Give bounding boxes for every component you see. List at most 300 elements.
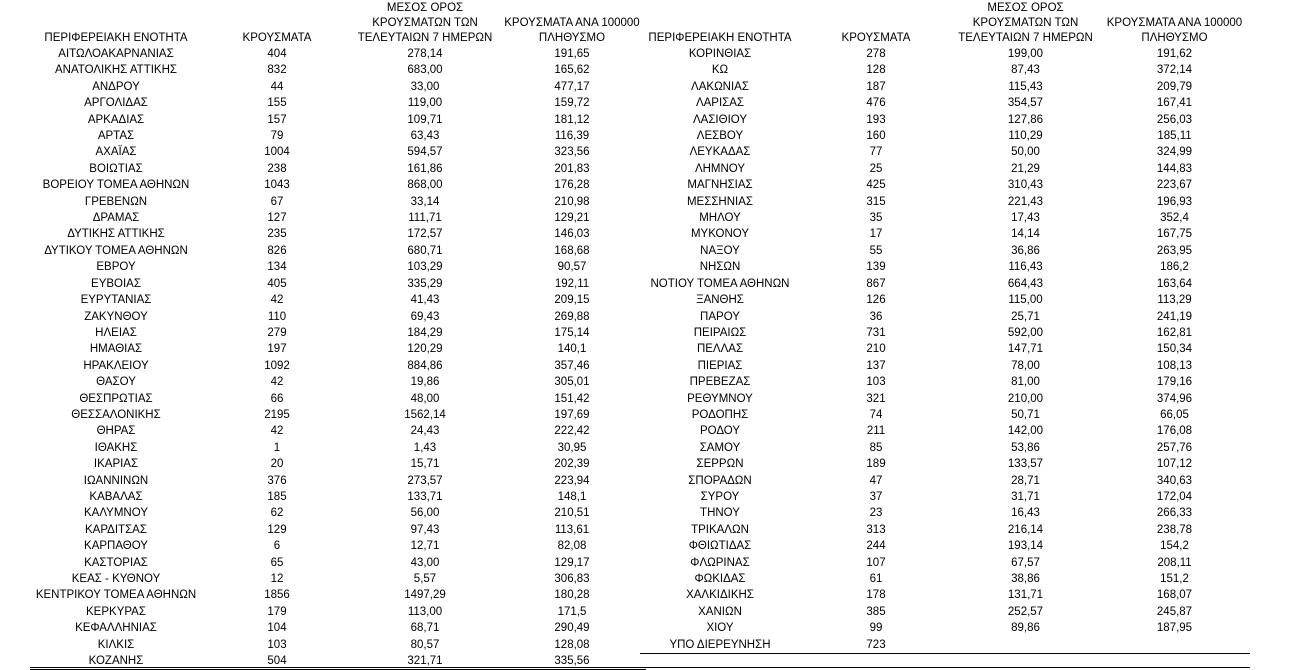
avg7-cell: 252,57 [1007,605,1044,618]
cases-cell: 238 [267,162,287,175]
region-cell: ΣΑΜΟΥ [699,441,741,454]
table-row [30,473,646,489]
table-row [30,210,646,226]
per100k-cell: 372,14 [1156,64,1193,77]
table-row [30,374,646,390]
cases-cell: 1004 [264,146,290,159]
table-row [30,112,646,128]
per100k-cell: 179,16 [1156,376,1193,389]
per100k-cell: 223,67 [1156,179,1193,192]
table-row [30,505,646,521]
per100k-cell: 197,69 [554,408,590,421]
table-row [640,325,1250,341]
per100k-cell: 151,2 [1160,573,1189,585]
avg7-cell: 69,43 [410,310,440,323]
cases-cell: 189 [866,458,886,471]
per100k-cell: 290,49 [554,622,590,635]
table-row [640,128,1250,144]
per100k-cell: 185,11 [1157,130,1192,143]
table-row [30,391,646,407]
avg7-cell: 133,71 [407,490,443,503]
per100k-cell: 191,62 [1156,48,1193,60]
per100k-cell: 151,42 [554,392,590,405]
avg7-cell: 31,71 [1011,490,1040,503]
table-row [30,358,646,374]
cases-cell: 731 [866,326,886,339]
cases-cell: 244 [866,540,886,553]
per100k-cell: 154,2 [1160,540,1189,553]
per100k-cell: 181,12 [554,113,590,126]
per100k-cell: 352,4 [1160,212,1189,225]
region-cell: ΙΚΑΡΙΑΣ [93,458,139,471]
cases-cell: 6 [273,540,281,553]
avg7-cell: 16,43 [1011,507,1040,520]
cases-table-right [640,0,1250,654]
region-cell: ΓΡΕΒΕΝΩΝ [84,195,148,208]
table-row [640,95,1250,111]
table-row [640,243,1250,259]
avg7-cell: 335,29 [407,277,443,290]
region-cell: ΛΑΣΙΘΙΟΥ [692,113,748,126]
per100k-cell: 172,04 [1156,490,1193,503]
cases-cell: 12 [270,573,284,585]
avg7-cell: 80,57 [410,638,440,651]
table-row [30,144,646,160]
header-per100k: ΚΡΟΥΣΜΑΤΑ ΑΝΑ 100000 ΠΛΗΘΥΣΜΟ [504,17,640,44]
region-cell: ΗΛΕΙΑΣ [95,326,137,339]
table-row [640,292,1250,308]
table-row [640,210,1250,226]
cases-cell: 405 [267,277,287,290]
per100k-cell: 266,33 [1156,507,1193,520]
table-row [640,259,1250,275]
region-cell: ΠΕΛΛΑΣ [696,343,744,356]
per100k-cell: 148,1 [557,490,587,503]
cases-cell: 129 [267,523,287,536]
table-row [640,440,1250,456]
region-cell: ΚΙΛΚΙΣ [97,638,135,651]
cases-cell: 211 [866,425,886,438]
per100k-cell: 108,13 [1156,359,1193,372]
region-cell: ΚΕΝΤΡΙΚΟΥ ΤΟΜΕΑ ΑΘΗΝΩΝ [35,589,197,602]
region-cell: ΚΕΦΑΛΛΗΝΙΑΣ [75,622,157,635]
per100k-cell: 269,88 [554,310,590,323]
per100k-cell: 245,87 [1156,605,1193,618]
region-cell: ΣΕΡΡΩΝ [696,458,744,471]
cases-cell: 42 [270,376,284,389]
table-row [640,341,1250,357]
table-row [30,423,646,439]
cases-cell: 867 [866,277,886,290]
cases-cell: 23 [869,507,883,520]
per100k-cell: 306,83 [554,573,590,585]
per100k-cell: 128,08 [554,638,590,651]
table-row [640,391,1250,407]
cases-cell: 55 [869,244,883,257]
table-row [640,62,1250,78]
region-cell: ΚΑΡΠΑΘΟΥ [84,540,148,553]
cases-cell: 197 [267,343,287,356]
region-cell: ΧΙΟΥ [706,622,734,635]
region-cell: ΞΑΝΘΗΣ [696,294,744,307]
avg7-cell: 15,71 [410,458,440,471]
per100k-cell: 129,17 [554,556,590,569]
per100k-cell: 113,61 [554,523,590,536]
per100k-cell: 129,21 [554,212,590,225]
cases-cell: 79 [270,130,284,143]
cases-cell: 278 [866,48,886,60]
region-cell: ΕΒΡΟΥ [96,261,136,274]
avg7-cell: 594,57 [407,146,443,159]
header-per100k: ΚΡΟΥΣΜΑΤΑ ΑΝΑ 100000 ΠΛΗΘΥΣΜΟ [1106,17,1243,44]
table-body-right [640,46,1250,654]
avg7-cell: 12,71 [410,540,440,553]
header-avg7: ΜΕΣΟΣ ΟΡΟΣ ΚΡΟΥΣΜΑΤΩΝ ΤΩΝ ΤΕΛΕΥΤΑΙΩΝ 7 ΗΜΕΡΩΝ [357,2,493,44]
cases-cell: 85 [869,441,883,454]
per100k-cell: 162,81 [1156,326,1193,339]
per100k-cell: 263,95 [1156,244,1193,257]
cases-cell: 321 [866,392,886,405]
avg7-cell: 14,14 [1011,228,1040,241]
table-row [30,538,646,554]
region-cell: ΑΡΤΑΣ [97,130,135,143]
per100k-cell: 192,11 [554,277,590,290]
table-row [30,571,646,587]
cases-cell: 504 [202,653,352,670]
cases-cell: 376 [267,474,287,487]
cases-cell: 178 [866,589,886,602]
cases-cell: 137 [866,359,886,372]
per100k-cell: 209,79 [1156,80,1193,93]
region-cell: ΚΩ [711,64,729,77]
table-row [30,259,646,275]
avg7-cell: 87,43 [1011,64,1040,77]
per100k-cell: 163,64 [1156,277,1193,290]
cases-cell: 42 [270,294,284,307]
cases-cell: 127 [267,212,287,225]
per100k-cell: 201,83 [554,162,590,175]
region-cell: ΛΕΥΚΑΔΑΣ [689,146,751,159]
avg7-cell: 36,86 [1011,244,1040,257]
region-cell: ΒΟΡΕΙΟΥ ΤΟΜΕΑ ΑΘΗΝΩΝ [42,179,190,192]
avg7-cell: 113,00 [407,605,443,618]
region-cell: ΜΕΣΣΗΝΙΑΣ [686,195,754,208]
avg7-cell: 115,00 [1008,294,1043,307]
per100k-cell: 210,51 [554,507,590,520]
region-cell: ΛΑΡΙΣΑΣ [695,97,745,110]
cases-cell: 832 [267,64,287,77]
region-cell: ΚΑΛΥΜΝΟΥ [84,507,148,520]
table-row [640,177,1250,193]
cases-cell: 193 [866,113,886,126]
avg7-cell: 868,00 [407,179,443,192]
region-cell: ΔΥΤΙΚΗΣ ΑΤΤΙΚΗΣ [67,228,165,241]
avg7-cell: 120,29 [407,343,443,356]
per100k-cell: 90,57 [557,261,587,274]
cases-cell: 20 [270,458,284,471]
table-row [640,571,1250,587]
avg7-cell: 48,00 [410,392,440,405]
per100k-cell: 144,83 [1156,162,1193,175]
table-row [30,587,646,603]
per100k-cell: 257,76 [1156,441,1193,454]
per100k-cell: 113,29 [1157,294,1192,307]
per100k-cell: 167,75 [1156,228,1193,241]
avg7-cell: 142,00 [1007,425,1044,438]
table-bottom-rule [30,667,1250,668]
table-row [30,226,646,242]
region-cell: ΑΙΤΩΛΟΑΚΑΡΝΑΝΙΑΣ [58,48,174,60]
cases-cell: 103 [866,376,886,389]
table-row [640,604,1250,620]
per100k-cell: 477,17 [554,80,590,93]
table-row [30,309,646,325]
region-cell: ΛΑΚΩΝΙΑΣ [691,80,749,93]
region-cell: ΖΑΚΥΝΘΟΥ [84,310,148,323]
table-row [640,226,1250,242]
avg7-cell: 43,00 [410,556,440,569]
cases-cell: 37 [869,490,883,503]
region-cell: ΚΟΡΙΝΘΙΑΣ [688,48,752,60]
region-cell: ΤΗΝΟΥ [700,507,740,520]
table-row [30,440,646,456]
table-row [640,276,1250,292]
cases-cell: 404 [267,48,287,60]
region-cell: ΘΕΣΣΑΛΟΝΙΚΗΣ [71,408,161,421]
region-cell: ΦΘΙΩΤΙΔΑΣ [688,540,752,553]
avg7-cell: 17,43 [1011,212,1040,225]
header-cases: ΚΡΟΥΣΜΑΤΑ [841,32,911,44]
table-row [30,62,646,78]
cases-cell: 826 [267,244,287,257]
per100k-cell: 159,72 [554,97,590,110]
region-cell: ΚΟΖΑΝΗΣ [30,653,202,670]
header-cases: ΚΡΟΥΣΜΑΤΑ [242,32,312,44]
region-cell: ΝΑΞΟΥ [700,244,740,257]
cases-cell: 107 [866,556,886,569]
avg7-cell: 53,86 [1011,441,1040,454]
avg7-cell: 33,00 [410,80,440,93]
region-cell: ΦΩΚΙΔΑΣ [694,573,746,585]
cases-cell: 44 [270,80,284,93]
avg7-cell: 67,57 [1011,556,1040,569]
per100k-cell: 66,05 [1160,408,1189,421]
region-cell: ΠΕΙΡΑΙΩΣ [693,326,747,339]
region-cell: ΣΠΟΡΑΔΩΝ [688,474,752,487]
table-row [30,46,646,62]
avg7-cell: 221,43 [1007,195,1044,208]
table-row [30,555,646,571]
per100k-cell: 305,01 [554,376,590,389]
avg7-cell: 50,00 [1011,146,1040,159]
avg7-cell: 33,14 [410,195,440,208]
table-row [640,489,1250,505]
region-cell: ΣΥΡΟΥ [700,490,740,503]
table-row [640,522,1250,538]
cases-cell: 77 [869,146,883,159]
region-cell: ΦΛΩΡΙΝΑΣ [690,556,750,569]
cases-cell: 17 [869,228,883,241]
avg7-cell: 89,86 [1011,622,1040,635]
region-cell: ΑΡΚΑΔΙΑΣ [87,113,145,126]
per100k-cell: 176,08 [1156,425,1193,438]
header-region: ΠΕΡΙΦΕΡΕΙΑΚΗ ΕΝΟΤΗΤΑ [648,32,792,44]
avg7-cell: 321,71 [352,653,498,670]
avg7-cell: 78,00 [1011,359,1040,372]
table-row [640,423,1250,439]
avg7-cell: 1562,14 [404,408,446,421]
per100k-cell: 208,11 [1157,556,1192,569]
avg7-cell: 664,43 [1007,277,1044,290]
per100k-cell: 191,65 [554,48,590,60]
region-cell: ΘΑΣΟΥ [96,376,136,389]
avg7-cell: 127,86 [1007,113,1044,126]
region-cell: ΙΘΑΚΗΣ [94,441,138,454]
per100k-cell: 357,46 [554,359,590,372]
per100k-cell: 238,78 [1156,523,1193,536]
avg7-cell: 161,86 [407,162,443,175]
cases-cell: 723 [800,637,952,654]
region-cell: ΒΟΙΩΤΙΑΣ [89,162,143,175]
per100k-cell: 168,68 [554,244,590,257]
per100k-cell: 335,56 [498,653,646,670]
table-row [30,620,646,636]
per100k-cell: 180,28 [554,589,590,602]
avg7-cell: 1,43 [413,441,437,454]
region-cell: ΝΗΣΩΝ [699,261,741,274]
table-row [640,637,1250,654]
cases-cell: 42 [270,425,284,438]
cases-cell: 1 [273,441,281,454]
per100k-cell: 175,14 [554,326,590,339]
region-cell: ΜΑΓΝΗΣΙΑΣ [687,179,753,192]
table-row [30,522,646,538]
per100k-cell: 196,93 [1156,195,1193,208]
cases-cell: 67 [270,195,284,208]
table-row [30,95,646,111]
avg7-cell: 56,00 [410,507,440,520]
avg7-cell: 884,86 [407,359,443,372]
per100k-cell: 167,41 [1156,97,1193,110]
avg7-cell: 216,14 [1007,523,1044,536]
table-row [640,555,1250,571]
per100k-cell: 256,03 [1156,113,1193,126]
table-row [30,79,646,95]
cases-cell: 2195 [264,408,290,421]
table-row [30,489,646,505]
per100k-cell: 176,28 [554,179,590,192]
table-row [640,112,1250,128]
cases-cell: 35 [869,212,883,225]
table-row [640,456,1250,472]
table-row [30,194,646,210]
per100k-cell: 150,34 [1156,343,1193,356]
region-cell: ΠΙΕΡΙΑΣ [697,359,743,372]
table-row [30,243,646,259]
per100k-cell: 202,39 [554,458,590,471]
avg7-cell: 210,00 [1007,392,1044,405]
table-row [640,79,1250,95]
avg7-cell: 24,43 [410,425,440,438]
header-row [30,0,646,46]
per100k-cell: 210,98 [554,195,590,208]
region-cell: ΘΕΣΠΡΩΤΙΑΣ [79,392,153,405]
avg7-cell: 273,57 [407,474,443,487]
table-row [640,161,1250,177]
avg7-cell: 38,86 [1011,573,1040,585]
table-row [30,292,646,308]
table-row [640,46,1250,62]
table-body-left [30,46,646,670]
table-row [30,177,646,193]
avg7-cell: 278,14 [407,48,443,60]
cases-cell: 476 [866,97,886,110]
cases-cell: 126 [866,294,886,307]
table-row [30,325,646,341]
avg7-cell: 1497,29 [404,589,446,602]
avg7-cell: 63,43 [410,130,440,143]
region-cell: ΚΑΡΔΙΤΣΑΣ [85,523,147,536]
cases-cell: 128 [866,64,886,77]
region-cell: ΚΕΡΚΥΡΑΣ [86,605,146,618]
avg7-cell: 5,57 [413,573,437,585]
region-cell: ΥΠΟ ΔΙΕΡΕΥΝΗΣΗ [640,637,800,654]
cases-cell: 25 [869,162,883,175]
region-cell: ΙΩΑΝΝΙΝΩΝ [83,474,149,487]
avg7-cell: 133,57 [1007,458,1044,471]
per100k-cell: 82,08 [557,540,587,553]
avg7-cell: 147,71 [1007,343,1044,356]
table-row [640,473,1250,489]
cases-cell: 1856 [264,589,290,602]
per100k-cell: 340,63 [1156,474,1193,487]
region-cell: ΠΡΕΒΕΖΑΣ [689,376,751,389]
region-cell: ΜΥΚΟΝΟΥ [690,228,750,241]
avg7-cell: 119,00 [407,97,443,110]
table-row [640,620,1250,636]
region-cell: ΛΕΣΒΟΥ [696,130,744,143]
table-row [30,341,646,357]
region-cell: ΗΜΑΘΙΑΣ [89,343,143,356]
region-cell: ΚΕΑΣ - ΚΥΘΝΟΥ [71,573,161,585]
avg7-cell: 172,57 [407,228,443,241]
cases-cell: 47 [869,474,883,487]
table-row [640,538,1250,554]
per100k-cell: 324,99 [1156,146,1193,159]
table-row [30,276,646,292]
avg7-cell: 97,43 [410,523,440,536]
per100k-cell: 168,07 [1156,589,1193,602]
avg7-cell: 19,86 [410,376,440,389]
table-row [640,407,1250,423]
region-cell: ΔΥΤΙΚΟΥ ΤΟΜΕΑ ΑΘΗΝΩΝ [44,244,188,257]
cases-cell: 185 [267,490,287,503]
avg7-cell: 116,43 [1008,261,1043,274]
avg7-cell: 115,43 [1008,80,1043,93]
avg7-cell [952,637,1099,654]
avg7-cell: 28,71 [1011,474,1040,487]
per100k-cell: 140,1 [557,343,587,356]
header-region: ΠΕΡΙΦΕΡΕΙΑΚΗ ΕΝΟΤΗΤΑ [44,32,188,44]
region-cell: ΤΡΙΚΑΛΩΝ [691,523,749,536]
table-row [640,587,1250,603]
region-cell: ΚΑΣΤΟΡΙΑΣ [84,556,148,569]
region-cell: ΡΕΘΥΜΝΟΥ [687,392,753,405]
table-row [30,128,646,144]
avg7-cell: 310,43 [1007,179,1044,192]
cases-cell: 1043 [264,179,290,192]
cases-cell: 160 [866,130,886,143]
